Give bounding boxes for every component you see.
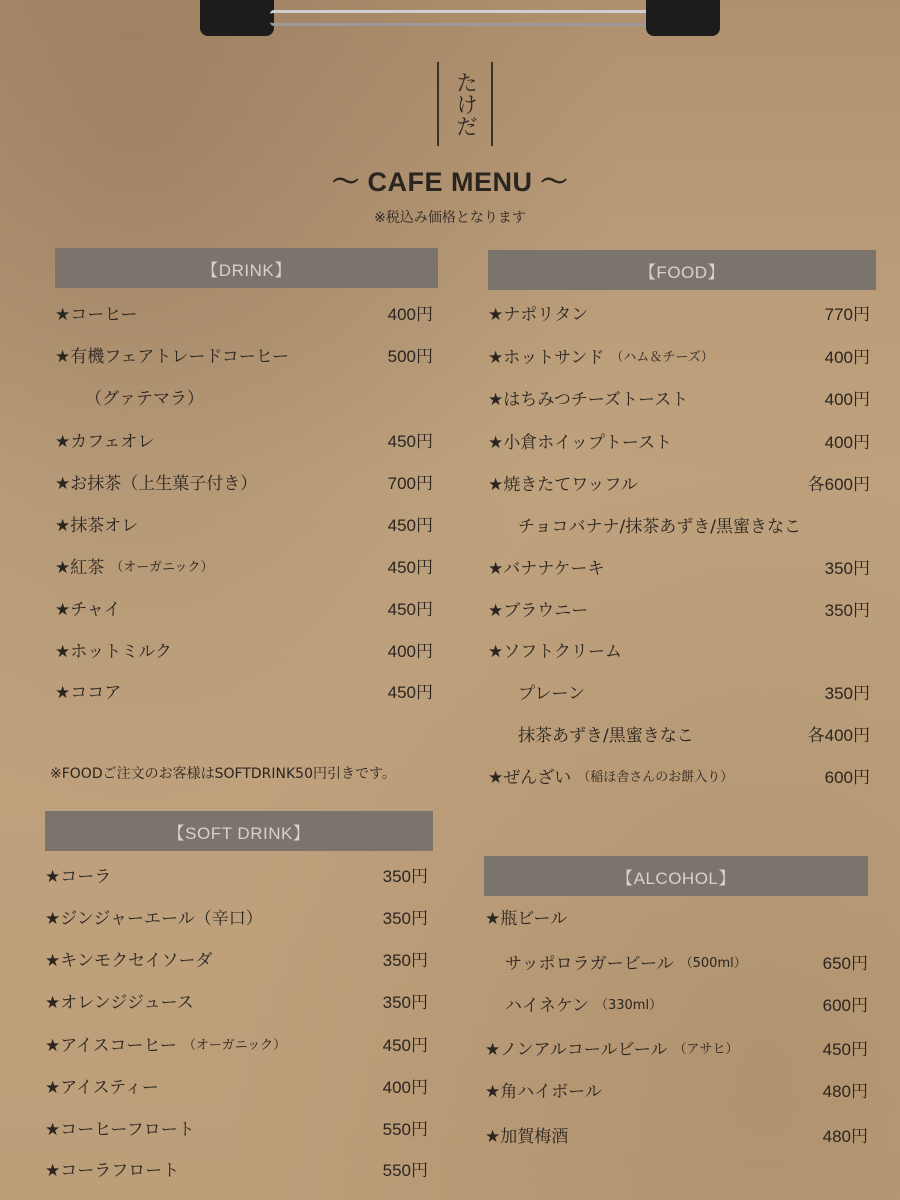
menu-item-price: 650円	[822, 953, 868, 973]
menu-item-name	[45, 1154, 179, 1182]
menu-item-price: 600円	[824, 767, 870, 787]
menu-item-price: 450円	[387, 682, 433, 702]
menu-item-name	[518, 677, 585, 705]
menu-item-name-text: ★加賀梅酒	[485, 1126, 569, 1147]
menu-item-name	[488, 761, 733, 789]
menu-item-name	[488, 383, 688, 411]
menu-item	[488, 594, 870, 622]
menu-item-name-text: プレーン	[518, 683, 585, 704]
menu-item	[85, 382, 433, 410]
menu-item-note: （オーガニック）	[110, 559, 214, 575]
menu-item	[488, 383, 870, 411]
menu-item-note: （稲ほ舎さんのお餅入り）	[577, 769, 734, 785]
menu-item-name-text: ★アイスティー	[45, 1077, 159, 1098]
menu-item-name-text: ★キンモクセイソーダ	[45, 950, 213, 971]
menu-item	[55, 425, 433, 453]
menu-item-price: 450円	[822, 1039, 868, 1059]
menu-item-name	[45, 1029, 286, 1057]
menu-item	[45, 1154, 428, 1182]
soft-drink-header: 【SOFT DRINK】	[45, 811, 433, 851]
menu-item-price: 400円	[387, 641, 433, 661]
menu-item	[45, 986, 428, 1014]
menu-item	[488, 426, 870, 454]
menu-item-name	[55, 593, 121, 621]
menu-item-note: （500ml）	[679, 955, 747, 971]
menu-item-price: 450円	[387, 515, 433, 535]
menu-item-name-text: ★ジンジャーエール（辛口）	[45, 908, 263, 929]
menu-item-name	[55, 467, 257, 495]
menu-item-name	[85, 382, 204, 410]
menu-item	[488, 635, 870, 663]
menu-item	[55, 593, 433, 621]
menu-item-price: 400円	[387, 304, 433, 324]
menu-item-name	[488, 635, 622, 663]
menu-item-price: 450円	[387, 599, 433, 619]
menu-item-price: 350円	[824, 683, 870, 703]
menu-item	[488, 552, 870, 580]
menu-item-name-text: ★コーラ	[45, 866, 112, 887]
menu-item-note: （オーガニック）	[182, 1037, 287, 1053]
menu-item-price: 400円	[824, 432, 870, 452]
menu-item	[45, 1071, 428, 1099]
menu-item-name	[485, 902, 567, 930]
menu-item	[55, 340, 433, 368]
menu-item-name	[55, 509, 138, 537]
menu-item-price: 600円	[822, 995, 868, 1015]
clipboard-clip-right	[646, 0, 720, 36]
tax-note: ※税込み価格となります	[374, 210, 526, 226]
menu-item	[488, 298, 870, 326]
menu-item-name	[45, 860, 111, 888]
menu-item	[518, 510, 870, 538]
menu-item-name	[488, 552, 605, 580]
menu-item-price: 350円	[824, 558, 870, 578]
menu-item-price: 350円	[382, 866, 428, 886]
menu-item-name-text: ★抹茶オレ	[55, 515, 139, 536]
menu-item-name	[488, 594, 588, 622]
menu-item-name	[505, 947, 747, 975]
menu-item	[55, 551, 433, 579]
menu-item	[45, 944, 428, 972]
menu-item-name-text: ★コーヒー	[55, 304, 138, 325]
menu-item	[55, 467, 433, 495]
menu-item-name-text: ★ホットサンド	[488, 347, 605, 368]
menu-item-price: 350円	[382, 908, 428, 928]
menu-item	[505, 947, 868, 975]
menu-item-price: 450円	[387, 557, 433, 577]
menu-item	[488, 341, 870, 369]
menu-item-name	[55, 676, 121, 704]
menu-item-name	[55, 340, 289, 368]
menu-item-price: 550円	[382, 1160, 428, 1180]
menu-item-name	[55, 298, 138, 326]
menu-item-name	[45, 1071, 159, 1099]
menu-item-name	[45, 944, 213, 972]
menu-item-name-text: ★ココア	[55, 682, 122, 703]
menu-item-name	[518, 510, 801, 538]
menu-item	[518, 677, 870, 705]
menu-item-name	[488, 426, 672, 454]
menu-item-name	[55, 635, 172, 663]
menu-item	[45, 1029, 428, 1057]
menu-item-price: 550円	[382, 1119, 428, 1139]
menu-item	[505, 989, 868, 1017]
menu-item	[55, 509, 433, 537]
menu-item-name-text: チョコバナナ/抹茶あずき/黒蜜きなこ	[518, 516, 801, 537]
menu-item-name-text: ★カフェオレ	[55, 431, 155, 452]
menu-item	[488, 761, 870, 789]
menu-item	[45, 860, 428, 888]
menu-item-name-text: サッポロラガービール	[505, 953, 674, 974]
menu-item-name	[45, 986, 194, 1014]
menu-item-name	[55, 551, 213, 579]
menu-item-note: （ハム＆チーズ）	[610, 349, 714, 365]
menu-item-name	[45, 1113, 195, 1141]
menu-title: ～ CAFE MENU ～	[332, 167, 568, 197]
menu-item	[485, 1075, 868, 1103]
menu-item-note: （330ml）	[594, 997, 663, 1013]
menu-item-name-text: ★はちみつチーズトースト	[488, 389, 689, 410]
menu-item	[485, 1033, 868, 1061]
menu-item-name-text: ハイネケン	[505, 995, 589, 1016]
menu-item-name-text: ★瓶ビール	[485, 908, 568, 929]
menu-item	[485, 1120, 868, 1148]
menu-item-price: 350円	[382, 992, 428, 1012]
menu-item	[45, 1113, 428, 1141]
menu-item-name-text: ★ホットミルク	[55, 641, 172, 662]
menu-item-name-text: ★チャイ	[55, 599, 121, 620]
menu-item-price: 各400円	[807, 725, 870, 745]
menu-item-price: 400円	[824, 347, 870, 367]
logo-text: たけだ	[452, 71, 478, 137]
menu-item-price: 350円	[382, 950, 428, 970]
menu-item-price: 各600円	[807, 474, 870, 494]
menu-item-price: 450円	[382, 1035, 428, 1055]
menu-item-name	[488, 298, 588, 326]
clipboard-clip-left	[200, 0, 274, 36]
drink-footnote: ※FOODご注文のお客様はSOFTDRINK50円引きです。	[50, 766, 396, 782]
menu-item-price: 450円	[387, 431, 433, 451]
menu-item	[55, 676, 433, 704]
menu-item-name	[488, 468, 638, 496]
menu-item-name	[485, 1033, 739, 1061]
menu-item-name-text: ★角ハイボール	[485, 1081, 602, 1102]
menu-item	[55, 635, 433, 663]
menu-item-price: 480円	[822, 1081, 868, 1101]
menu-item-price: 700円	[387, 473, 433, 493]
menu-item-note: （アサヒ）	[673, 1041, 739, 1057]
menu-item-name-text: ★お抹茶（上生菓子付き）	[55, 473, 258, 494]
menu-item-name-text: ★バナナケーキ	[488, 558, 605, 579]
menu-item	[488, 468, 870, 496]
menu-item-name	[518, 719, 694, 747]
menu-item-name	[485, 1120, 568, 1148]
food-header: 【FOOD】	[488, 250, 876, 290]
menu-item-name	[488, 341, 714, 369]
menu-item-name-text: ★オレンジジュース	[45, 992, 194, 1013]
menu-item-name-text: ★コーヒーフロート	[45, 1119, 195, 1140]
alcohol-header: 【ALCOHOL】	[484, 856, 868, 896]
menu-item-name-text: ★紅茶	[55, 557, 105, 578]
menu-item-price: 350円	[824, 600, 870, 620]
menu-item-price: 770円	[824, 304, 870, 324]
menu-item-name-text: ★有機フェアトレードコーヒー	[55, 346, 290, 367]
menu-item	[45, 902, 428, 930]
menu-item-name-text: ★コーラフロート	[45, 1160, 180, 1181]
menu-item-name-text: ★ノンアルコールビール	[485, 1039, 668, 1060]
menu-item-price: 400円	[824, 389, 870, 409]
menu-item-name	[55, 425, 154, 453]
menu-item-name	[485, 1075, 602, 1103]
menu-item-name-text: ★ソフトクリーム	[488, 641, 622, 662]
menu-item-name-text: ★アイスコーヒー	[45, 1035, 177, 1056]
clipboard-wire	[270, 10, 650, 26]
menu-item-name-text: ★小倉ホイップトースト	[488, 432, 673, 453]
shop-logo	[437, 62, 493, 146]
menu-item	[485, 902, 868, 930]
menu-item-name	[45, 902, 263, 930]
menu-item	[55, 298, 433, 326]
menu-item-name-text: 抹茶あずき/黒蜜きなこ	[518, 725, 694, 746]
menu-item-name-text: ★ブラウニー	[488, 600, 589, 621]
drink-header: 【DRINK】	[55, 248, 438, 288]
menu-item-name-text: ★ぜんざい	[488, 767, 572, 788]
menu-item-price: 400円	[382, 1077, 428, 1097]
menu-item-name-text: ★焼きたてワッフル	[488, 474, 638, 495]
menu-item	[518, 719, 870, 747]
menu-item-price: 500円	[387, 346, 433, 366]
menu-item-name-text: （グァテマラ）	[85, 388, 204, 409]
menu-item-name-text: ★ナポリタン	[488, 304, 589, 325]
menu-item-name	[505, 989, 662, 1017]
menu-item-price: 480円	[822, 1126, 868, 1146]
